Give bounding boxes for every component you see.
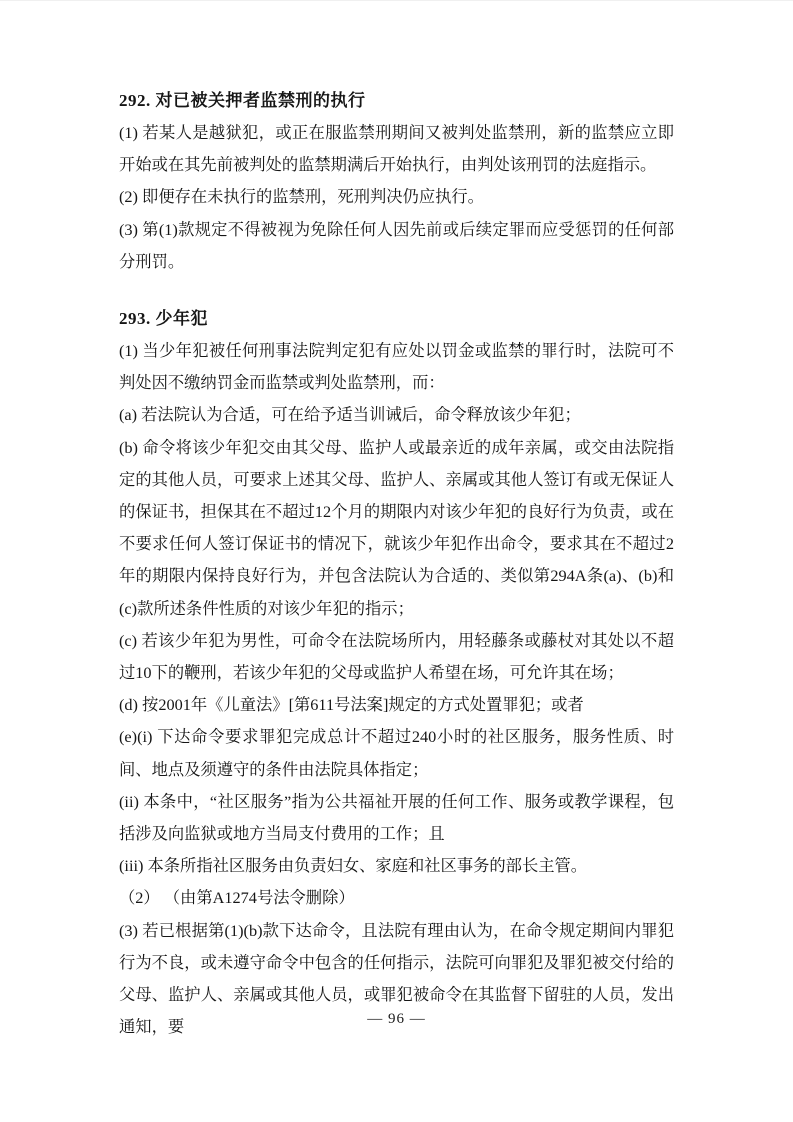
section-292-paragraph-2: (2) 即便存在未执行的监禁刑，死刑判决仍应执行。 (119, 187, 484, 207)
section-293-paragraph-e-iii: (iii) 本条所指社区服务由负责妇女、家庭和社区事务的部长主管。 (119, 856, 588, 876)
section-292-paragraph-3: (3) 第(1)款规定不得被视为免除任何人因先前或后续定罪而应受惩罚的任何部分刑罚。 (119, 219, 674, 271)
section-293 (119, 303, 674, 1043)
section-293-paragraph-b: (b) 命令将该少年犯交由其父母、监护人或最亲近的成年亲属，或交由法院指定的其他人员，可要求上述其父母、监护人、亲属或其他人签订有或无保证人的保证书，担保其在不超过12个月的期限内对该少年犯的良好行为负责，或在不要求任何人签订保证书的情况下，就该少年犯作出命令，要求其在不超过2年的期限内保持良好行为，并包含法院认为合适的、类似第294A条(a)、(b)和(c)款所述条件性质的对该少年犯的指示； (119, 437, 674, 618)
section-293-paragraph-1: (1) 当少年犯被任何刑事法院判定犯有应处以罚金或监禁的罪行时，法院可不判处因不缴纳罚金而监禁或判处监禁刑，而： (119, 341, 674, 393)
section-292 (119, 85, 674, 278)
section-293-paragraph-a: (a) 若法院认为合适，可在给予适当训诫后，命令释放该少年犯； (119, 405, 581, 425)
section-293-paragraph-3: (3) 若已根据第(1)(b)款下达命令，且法院有理由认为，在命令规定期间内罪犯行为不良，或未遵守命令中包含的任何指示，法院可向罪犯及罪犯被交付给的父母、监护人、亲属或其他人员，或罪犯被命令在其监督下留驻的人员，发出通知，要 (119, 920, 674, 1037)
document-content (119, 85, 674, 1043)
section-293-paragraph-e-ii: (ii) 本条中，“社区服务”指为公共福祉开展的任何工作、服务或教学课程，包括涉及向监狱或地方当局支付费用的工作；且 (119, 791, 674, 844)
page-number: — 96 — (367, 1011, 426, 1027)
section-293-heading: 293. 少年犯 (119, 309, 208, 329)
section-293-paragraph-d: (d) 按2001年《儿童法》[第611号法案]规定的方式处置罪犯；或者 (119, 695, 584, 715)
section-293-paragraph-c: (c) 若该少年犯为男性，可命令在法院场所内，用轻藤条或藤杖对其处以不超过10下的鞭刑，若该少年犯的父母或监护人希望在场，可允许其在场； (119, 630, 674, 683)
section-292-paragraph-1: (1) 若某人是越狱犯，或正在服监禁刑期间又被判处监禁刑，新的监禁应立即开始或在其先前被判处的监禁期满后开始执行，由判处该刑罚的法庭指示。 (119, 123, 674, 175)
section-292-heading: 292. 对已被关押者监禁刑的执行 (119, 91, 366, 110)
section-293-paragraph-2-deleted: （2） （由第A1274号法令删除） (119, 888, 355, 908)
section-293-paragraph-e-i: (e)(i) 下达命令要求罪犯完成总计不超过240小时的社区服务，服务性质、时间、地点及须遵守的条件由法院具体指定； (119, 727, 674, 779)
section-divider-space (119, 278, 674, 303)
